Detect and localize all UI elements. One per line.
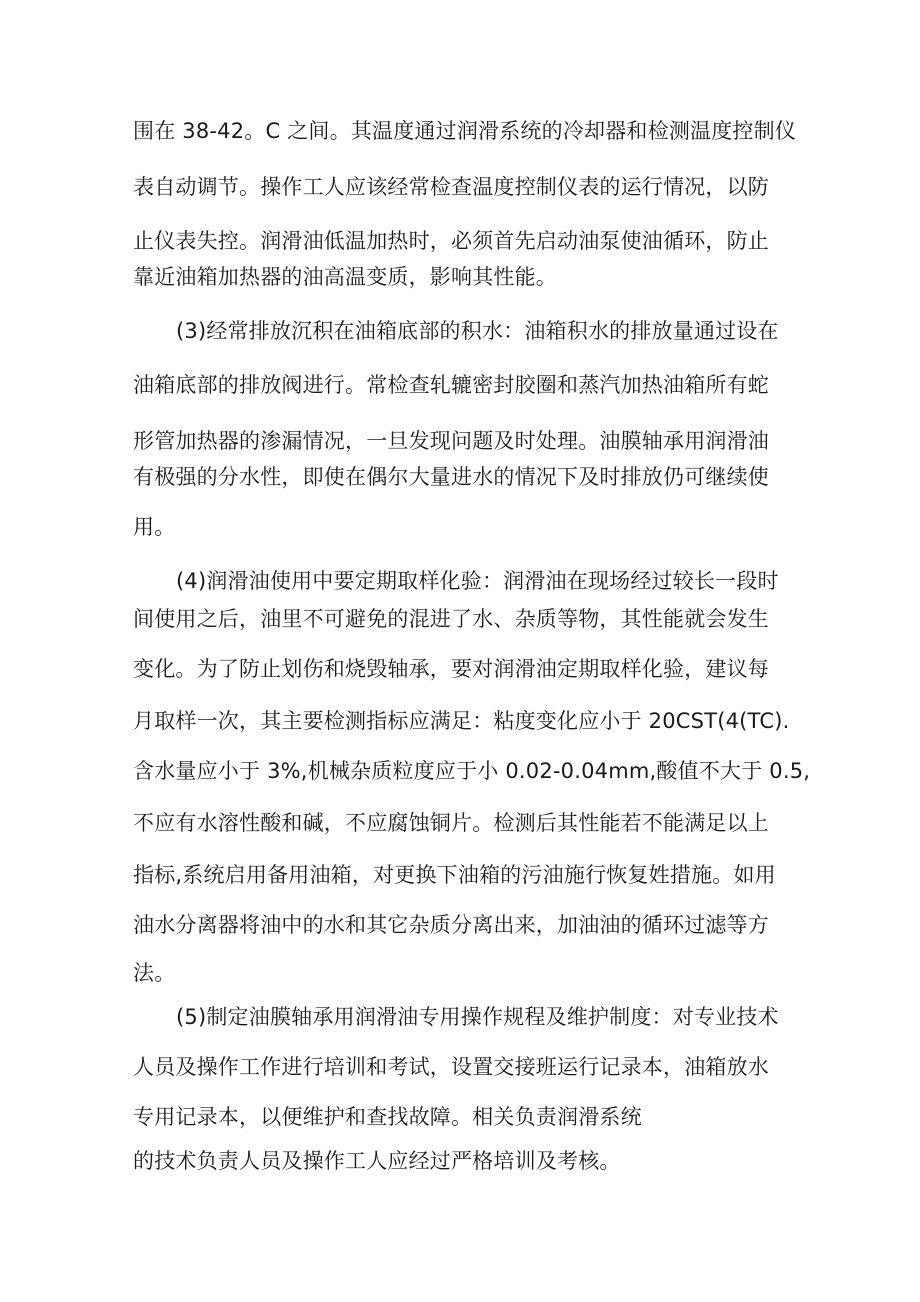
paragraph-4-first-line: (4)润滑油使用中要定期取样化验：润滑油在现场经过较长一段时 [176,569,779,593]
paragraph-5-first-line: (5)制定油膜轴承用润滑油专用操作规程及维护制度：对专业技术 [176,1005,779,1029]
text-line-18: 法。 [133,961,176,985]
text-line-20: 人员及操作工作进行培训和考试，设置交接班运行记录本，油箱放水 [133,1055,769,1079]
text-line-6: 油箱底部的排放阀进行。常检查轧辘密封胶圈和蒸汽加热油箱所有蛇 [133,373,769,397]
text-line-9: 用。 [133,515,176,539]
text-line-3: 止仪表失控。润滑油低温加热时，必须首先启动油泵使油循环，防止 [133,229,769,253]
text-line-12: 变化。为了防止划伤和烧毁轴承，要对润滑油定期取样化验，建议每 [133,657,769,681]
text-line-1: 围在 38-42。C 之间。其温度通过润滑系统的冷却器和检测温度控制仪 [133,119,797,143]
text-line-17: 油水分离器将油中的水和其它杂质分离出来，加油油的循环过滤等方 [133,913,769,937]
text-line-22: 的技术负责人员及操作工人应经过严格培训及考核。 [133,1149,621,1173]
text-line-2: 表自动调节。操作工人应该经常检查温度控制仪表的运行情况，以防 [133,175,769,199]
paragraph-3-first-line: (3)经常排放沉积在油箱底部的积水：油箱积水的排放量通过设在 [176,319,779,343]
text-line-16: 指标,系统启用备用油箱，对更换下油箱的污油施行恢复姓措施。如用 [133,863,776,887]
text-line-14: 含水量应小于 3%,机械杂质粒度应于小 0.02-0.04mm,酸值不大于 0.5, [133,759,811,783]
text-line-4: 靠近油箱加热器的油高温变质，影响其性能。 [133,265,557,289]
text-line-13: 月取样一次，其主要检测指标应满足：粘度变化应小于 20CST(4(TC). [133,709,790,733]
text-line-7: 形管加热器的渗漏情况，一旦发现问题及时处理。油膜轴承用润滑油 [133,429,769,453]
text-line-8: 有极强的分水性，即使在偶尔大量进水的情况下及时排放仍可继续使 [133,465,769,489]
text-line-15: 不应有水溶性酸和碱，不应腐蚀铜片。检测后其性能若不能满足以上 [133,811,769,835]
text-line-21: 专用记录本，以便维护和查找故障。相关负责润滑系统 [133,1105,642,1129]
text-line-11: 间使用之后，油里不可避免的混进了水、杂质等物，其性能就会发生 [133,607,769,631]
